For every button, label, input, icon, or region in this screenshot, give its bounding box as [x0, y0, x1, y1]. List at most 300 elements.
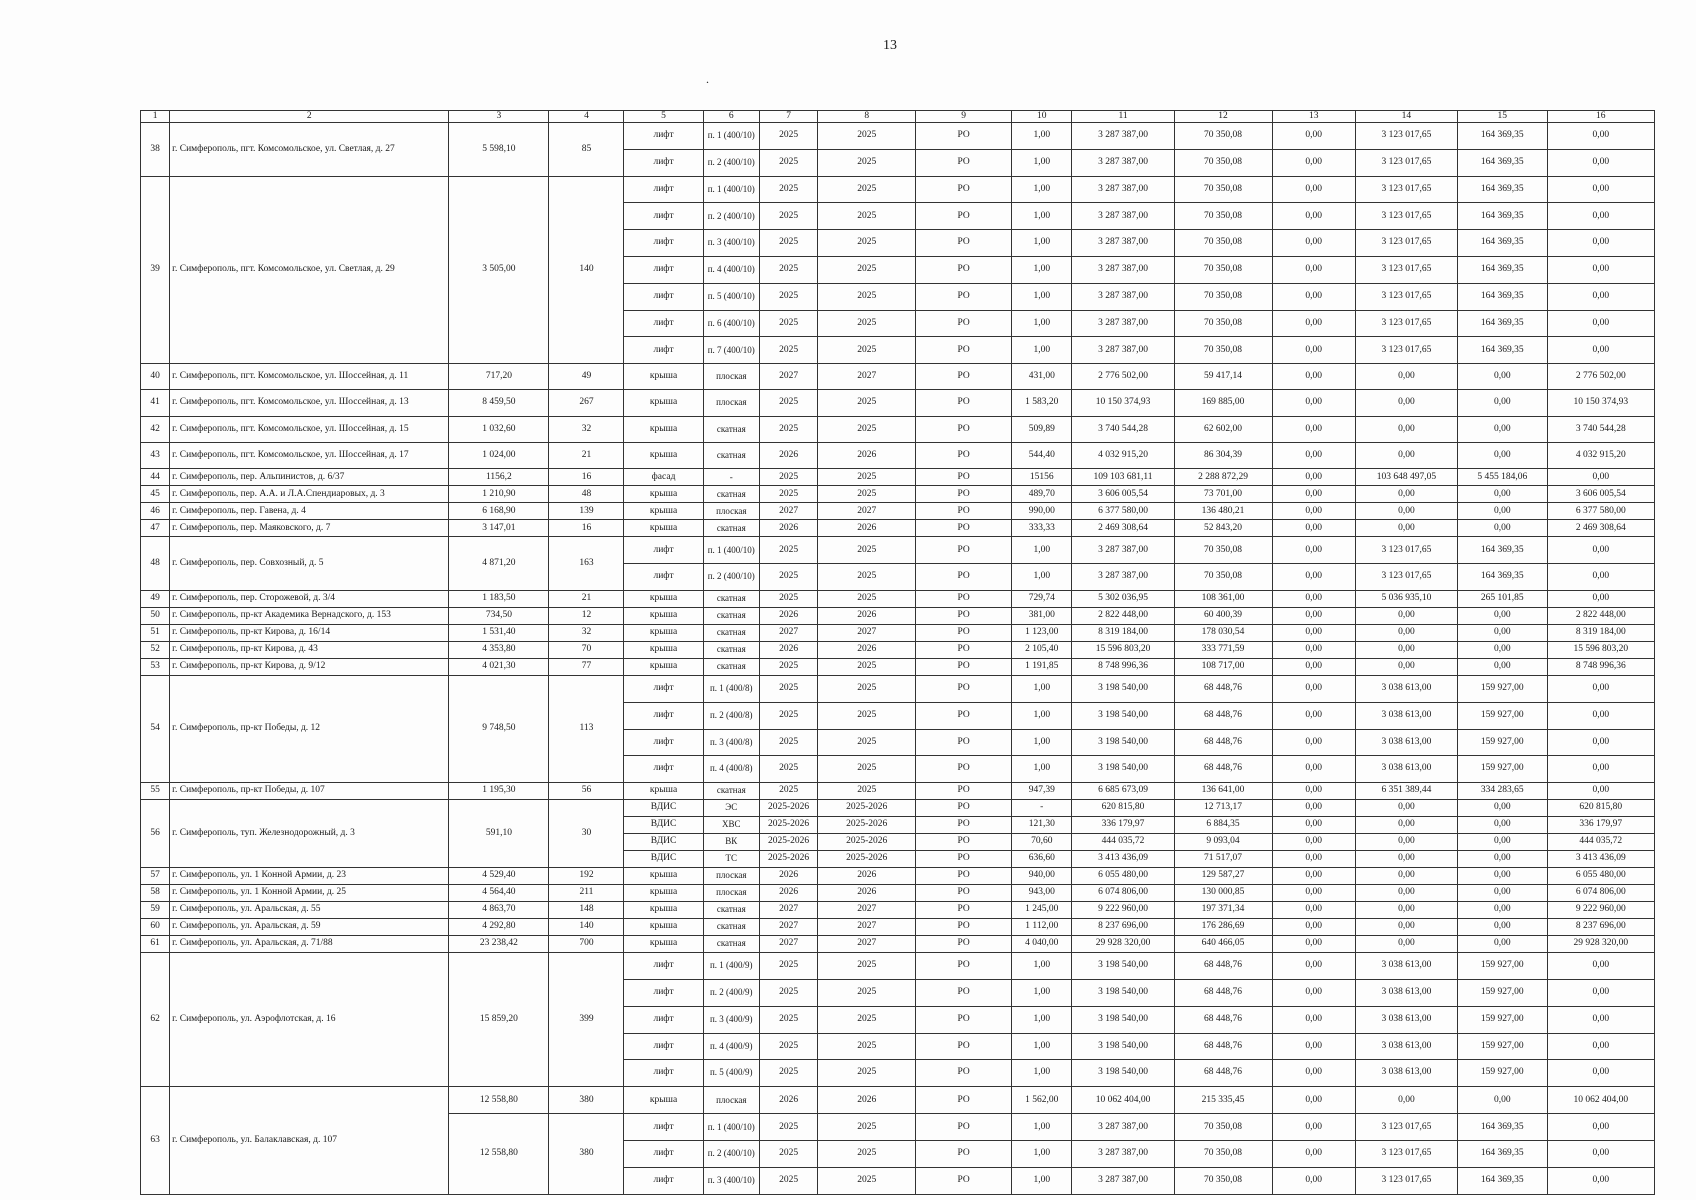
volume-cell: 121,30 [1012, 817, 1072, 834]
fact-year-cell: 2025 [818, 256, 916, 283]
method-cell: РО [916, 416, 1012, 442]
type-cell: п. 3 (400/9) [703, 1006, 759, 1033]
cost-per-unit-cell: 130 000,85 [1174, 885, 1272, 902]
column-number-header: 16 [1547, 111, 1654, 123]
fund-regional-cell: 164 369,35 [1457, 149, 1547, 176]
cost-total-cell: 3 198 540,00 [1072, 979, 1174, 1006]
fund-owners-cell: 0,00 [1547, 1060, 1654, 1087]
cost-total-cell: 3 287 387,00 [1072, 564, 1174, 591]
fund-regional-cell: 265 101,85 [1457, 590, 1547, 607]
fund-federal-cell: 0,00 [1355, 486, 1457, 503]
fund-owners-cell: 0,00 [1547, 756, 1654, 783]
volume-cell: 381,00 [1012, 607, 1072, 624]
fund-regional-cell: 5 455 184,06 [1457, 469, 1547, 486]
fund-owners-cell: 2 822 448,00 [1547, 607, 1654, 624]
cost-per-unit-cell: 12 713,17 [1174, 800, 1272, 817]
fund-regional-cell: 0,00 [1457, 364, 1547, 390]
type-cell: п. 4 (400/10) [703, 256, 759, 283]
cost-per-unit-cell: 70 350,08 [1174, 203, 1272, 230]
volume-cell: 1,00 [1012, 979, 1072, 1006]
fund-budget-cell: 0,00 [1272, 390, 1355, 416]
address-cell: г. Симферополь, пгт. Комсомольское, ул. Шоссейная, д. 13 [170, 390, 449, 416]
area-cell: 734,50 [449, 607, 549, 624]
cost-total-cell: 2 469 308,64 [1072, 520, 1174, 537]
cost-total-cell: 8 748 996,36 [1072, 658, 1174, 675]
fund-budget-cell: 0,00 [1272, 283, 1355, 310]
address-cell: г. Симферополь, пер. Маяковского, д. 7 [170, 520, 449, 537]
cost-total-cell: 3 198 540,00 [1072, 756, 1174, 783]
row-number-cell: 52 [141, 641, 170, 658]
fund-regional-cell: 0,00 [1457, 486, 1547, 503]
table-row [141, 443, 1655, 469]
column-number-header: 12 [1174, 111, 1272, 123]
fund-owners-cell: 3 740 544,28 [1547, 416, 1654, 442]
column-number-header: 14 [1355, 111, 1457, 123]
row-number-cell: 63 [141, 1087, 170, 1195]
fund-owners-cell: 10 062 404,00 [1547, 1087, 1654, 1114]
residents-cell: 56 [549, 783, 624, 800]
cost-per-unit-cell: 129 587,27 [1174, 868, 1272, 885]
cost-per-unit-cell: 70 350,08 [1174, 1114, 1272, 1141]
table-row [141, 607, 1655, 624]
cost-per-unit-cell: 197 371,34 [1174, 902, 1272, 919]
fact-year-cell: 2025 [818, 337, 916, 364]
residents-cell: 140 [549, 176, 624, 364]
method-cell: РО [916, 868, 1012, 885]
table-row [141, 176, 1655, 203]
cost-total-cell: 3 287 387,00 [1072, 283, 1174, 310]
cost-total-cell: 3 287 387,00 [1072, 1168, 1174, 1195]
fund-owners-cell: 0,00 [1547, 953, 1654, 980]
fund-budget-cell: 0,00 [1272, 203, 1355, 230]
type-cell: скатная [703, 520, 759, 537]
method-cell: РО [916, 520, 1012, 537]
fact-year-cell: 2025 [818, 1168, 916, 1195]
fund-owners-cell: 2 776 502,00 [1547, 364, 1654, 390]
fund-budget-cell: 0,00 [1272, 1060, 1355, 1087]
area-cell: 4 021,30 [449, 658, 549, 675]
fact-year-cell: 2025-2026 [818, 851, 916, 868]
type-cell: скатная [703, 486, 759, 503]
type-cell: п. 7 (400/10) [703, 337, 759, 364]
cost-per-unit-cell: 70 350,08 [1174, 1168, 1272, 1195]
cost-total-cell: 3 198 540,00 [1072, 675, 1174, 702]
method-cell: РО [916, 390, 1012, 416]
area-cell: 1 024,00 [449, 443, 549, 469]
cost-total-cell: 109 103 681,11 [1072, 469, 1174, 486]
fund-owners-cell: 8 237 696,00 [1547, 919, 1654, 936]
fund-budget-cell: 0,00 [1272, 624, 1355, 641]
fund-federal-cell: 3 123 017,65 [1355, 310, 1457, 337]
fund-owners-cell: 0,00 [1547, 1114, 1654, 1141]
method-cell: РО [916, 564, 1012, 591]
plan-year-cell: 2026 [759, 641, 817, 658]
element-cell: крыша [624, 416, 703, 442]
plan-year-cell: 2025 [759, 729, 817, 756]
volume-cell: 943,00 [1012, 885, 1072, 902]
fund-budget-cell: 0,00 [1272, 607, 1355, 624]
address-cell: г. Симферополь, ул. Аральская, д. 55 [170, 902, 449, 919]
area-cell: 4 353,80 [449, 641, 549, 658]
type-cell: п. 4 (400/9) [703, 1033, 759, 1060]
fund-budget-cell: 0,00 [1272, 364, 1355, 390]
fund-owners-cell: 9 222 960,00 [1547, 902, 1654, 919]
cost-total-cell: 3 198 540,00 [1072, 1006, 1174, 1033]
cost-total-cell: 3 606 005,54 [1072, 486, 1174, 503]
volume-cell: 1,00 [1012, 203, 1072, 230]
cost-per-unit-cell: 68 448,76 [1174, 1006, 1272, 1033]
fact-year-cell: 2025 [818, 486, 916, 503]
fund-owners-cell: 0,00 [1547, 675, 1654, 702]
address-cell: г. Симферополь, пгт. Комсомольское, ул. Шоссейная, д. 17 [170, 443, 449, 469]
address-cell: г. Симферополь, пр-кт Победы, д. 12 [170, 675, 449, 782]
cost-total-cell: 3 287 387,00 [1072, 1141, 1174, 1168]
plan-year-cell: 2026 [759, 1087, 817, 1114]
area-cell: 1 195,30 [449, 783, 549, 800]
fund-regional-cell: 0,00 [1457, 520, 1547, 537]
fund-federal-cell: 3 123 017,65 [1355, 149, 1457, 176]
type-cell: плоская [703, 885, 759, 902]
fact-year-cell: 2027 [818, 503, 916, 520]
fund-owners-cell: 336 179,97 [1547, 817, 1654, 834]
residents-cell: 77 [549, 658, 624, 675]
residents-cell: 192 [549, 868, 624, 885]
fund-federal-cell: 0,00 [1355, 919, 1457, 936]
fund-owners-cell: 0,00 [1547, 783, 1654, 800]
fund-federal-cell: 3 123 017,65 [1355, 123, 1457, 150]
fund-owners-cell: 0,00 [1547, 1006, 1654, 1033]
cost-total-cell: 4 032 915,20 [1072, 443, 1174, 469]
element-cell: лифт [624, 337, 703, 364]
fund-federal-cell: 0,00 [1355, 503, 1457, 520]
row-number-cell: 43 [141, 443, 170, 469]
fact-year-cell: 2025 [818, 390, 916, 416]
area-cell: 5 598,10 [449, 123, 549, 177]
column-number-header: 10 [1012, 111, 1072, 123]
fact-year-cell: 2025 [818, 729, 916, 756]
table-row [141, 658, 1655, 675]
type-cell: п. 4 (400/8) [703, 756, 759, 783]
element-cell: лифт [624, 756, 703, 783]
area-cell: 1156,2 [449, 469, 549, 486]
volume-cell: 1,00 [1012, 729, 1072, 756]
cost-per-unit-cell: 108 361,00 [1174, 590, 1272, 607]
plan-year-cell: 2025 [759, 390, 817, 416]
fund-budget-cell: 0,00 [1272, 783, 1355, 800]
cost-per-unit-cell: 68 448,76 [1174, 675, 1272, 702]
type-cell: п. 3 (400/10) [703, 230, 759, 257]
address-cell: г. Симферополь, ул. Аральская, д. 59 [170, 919, 449, 936]
cost-total-cell: 3 287 387,00 [1072, 203, 1174, 230]
volume-cell: 940,00 [1012, 868, 1072, 885]
method-cell: РО [916, 537, 1012, 564]
fact-year-cell: 2025 [818, 756, 916, 783]
method-cell: РО [916, 834, 1012, 851]
fund-owners-cell: 8 319 184,00 [1547, 624, 1654, 641]
area-cell: 15 859,20 [449, 953, 549, 1087]
volume-cell: - [1012, 800, 1072, 817]
fund-federal-cell: 3 123 017,65 [1355, 1141, 1457, 1168]
residents-cell: 380 [549, 1114, 624, 1194]
cost-per-unit-cell: 59 417,14 [1174, 364, 1272, 390]
fund-regional-cell: 0,00 [1457, 641, 1547, 658]
residents-cell: 139 [549, 503, 624, 520]
cost-per-unit-cell: 136 641,00 [1174, 783, 1272, 800]
residents-cell: 380 [549, 1087, 624, 1114]
address-cell: г. Симферополь, ул. 1 Конной Армии, д. 25 [170, 885, 449, 902]
row-number-cell: 62 [141, 953, 170, 1087]
fund-regional-cell: 164 369,35 [1457, 537, 1547, 564]
residents-cell: 85 [549, 123, 624, 177]
method-cell: РО [916, 1060, 1012, 1087]
fund-budget-cell: 0,00 [1272, 123, 1355, 150]
fact-year-cell: 2025 [818, 176, 916, 203]
row-number-cell: 42 [141, 416, 170, 442]
fund-owners-cell: 0,00 [1547, 702, 1654, 729]
residents-cell: 32 [549, 624, 624, 641]
fund-budget-cell: 0,00 [1272, 919, 1355, 936]
fund-budget-cell: 0,00 [1272, 256, 1355, 283]
fund-federal-cell: 0,00 [1355, 834, 1457, 851]
fund-regional-cell: 0,00 [1457, 503, 1547, 520]
method-cell: РО [916, 658, 1012, 675]
table-row [141, 537, 1655, 564]
element-cell: ВДИС [624, 851, 703, 868]
method-cell: РО [916, 902, 1012, 919]
type-cell: скатная [703, 416, 759, 442]
element-cell: крыша [624, 624, 703, 641]
element-cell: лифт [624, 149, 703, 176]
cost-per-unit-cell: 9 093,04 [1174, 834, 1272, 851]
fact-year-cell: 2025 [818, 658, 916, 675]
volume-cell: 1,00 [1012, 953, 1072, 980]
volume-cell: 1,00 [1012, 537, 1072, 564]
volume-cell: 15156 [1012, 469, 1072, 486]
volume-cell: 544,40 [1012, 443, 1072, 469]
cost-per-unit-cell: 62 602,00 [1174, 416, 1272, 442]
table-row [141, 123, 1655, 150]
method-cell: РО [916, 486, 1012, 503]
column-number-header: 9 [916, 111, 1012, 123]
fund-federal-cell: 0,00 [1355, 902, 1457, 919]
fund-budget-cell: 0,00 [1272, 443, 1355, 469]
element-cell: лифт [624, 729, 703, 756]
element-cell: лифт [624, 230, 703, 257]
fund-owners-cell: 0,00 [1547, 176, 1654, 203]
type-cell: п. 1 (400/10) [703, 1114, 759, 1141]
residents-cell: 211 [549, 885, 624, 902]
element-cell: крыша [624, 658, 703, 675]
fund-federal-cell: 0,00 [1355, 607, 1457, 624]
area-cell: 4 871,20 [449, 537, 549, 591]
method-cell: РО [916, 469, 1012, 486]
address-cell: г. Симферополь, ул. Балаклавская, д. 107 [170, 1087, 449, 1195]
plan-year-cell: 2025 [759, 337, 817, 364]
fund-regional-cell: 159 927,00 [1457, 1006, 1547, 1033]
fund-owners-cell: 0,00 [1547, 337, 1654, 364]
fund-budget-cell: 0,00 [1272, 486, 1355, 503]
plan-year-cell: 2025-2026 [759, 817, 817, 834]
fund-owners-cell: 0,00 [1547, 149, 1654, 176]
column-number-header: 5 [624, 111, 703, 123]
fund-owners-cell: 0,00 [1547, 230, 1654, 257]
plan-year-cell: 2025 [759, 1168, 817, 1195]
volume-cell: 1,00 [1012, 1006, 1072, 1033]
type-cell: п. 3 (400/8) [703, 729, 759, 756]
cost-total-cell: 444 035,72 [1072, 834, 1174, 851]
type-cell: скатная [703, 783, 759, 800]
plan-year-cell: 2025 [759, 1141, 817, 1168]
cost-total-cell: 620 815,80 [1072, 800, 1174, 817]
fund-owners-cell: 0,00 [1547, 1168, 1654, 1195]
cost-total-cell: 3 198 540,00 [1072, 729, 1174, 756]
element-cell: лифт [624, 123, 703, 150]
fund-federal-cell: 103 648 497,05 [1355, 469, 1457, 486]
fund-regional-cell: 164 369,35 [1457, 256, 1547, 283]
residents-cell: 49 [549, 364, 624, 390]
fund-regional-cell: 159 927,00 [1457, 702, 1547, 729]
cost-per-unit-cell: 70 350,08 [1174, 337, 1272, 364]
fund-owners-cell: 620 815,80 [1547, 800, 1654, 817]
type-cell: плоская [703, 503, 759, 520]
row-number-cell: 56 [141, 800, 170, 868]
method-cell: РО [916, 624, 1012, 641]
fund-owners-cell: 0,00 [1547, 1141, 1654, 1168]
fact-year-cell: 2027 [818, 624, 916, 641]
plan-year-cell: 2025 [759, 1114, 817, 1141]
volume-cell: 729,74 [1012, 590, 1072, 607]
area-cell: 23 238,42 [449, 936, 549, 953]
fact-year-cell: 2026 [818, 641, 916, 658]
plan-year-cell: 2025 [759, 756, 817, 783]
volume-cell: 1 191,85 [1012, 658, 1072, 675]
plan-year-cell: 2025 [759, 537, 817, 564]
cost-total-cell: 6 685 673,09 [1072, 783, 1174, 800]
fund-budget-cell: 0,00 [1272, 953, 1355, 980]
fund-federal-cell: 3 123 017,65 [1355, 337, 1457, 364]
element-cell: крыша [624, 503, 703, 520]
volume-cell: 1,00 [1012, 256, 1072, 283]
fund-budget-cell: 0,00 [1272, 817, 1355, 834]
column-number-header: 11 [1072, 111, 1174, 123]
fund-regional-cell: 164 369,35 [1457, 123, 1547, 150]
plan-year-cell: 2026 [759, 885, 817, 902]
type-cell: скатная [703, 641, 759, 658]
fund-federal-cell: 0,00 [1355, 868, 1457, 885]
table-row [141, 641, 1655, 658]
volume-cell: 1,00 [1012, 702, 1072, 729]
volume-cell: 1,00 [1012, 1114, 1072, 1141]
method-cell: РО [916, 337, 1012, 364]
type-cell: п. 1 (400/10) [703, 537, 759, 564]
fund-owners-cell: 6 055 480,00 [1547, 868, 1654, 885]
fund-federal-cell: 0,00 [1355, 658, 1457, 675]
fund-regional-cell: 0,00 [1457, 800, 1547, 817]
volume-cell: 70,60 [1012, 834, 1072, 851]
method-cell: РО [916, 503, 1012, 520]
fund-owners-cell: 10 150 374,93 [1547, 390, 1654, 416]
table-row [141, 590, 1655, 607]
row-number-cell: 48 [141, 537, 170, 591]
table-row [141, 416, 1655, 442]
element-cell: лифт [624, 283, 703, 310]
element-cell: лифт [624, 1006, 703, 1033]
plan-year-cell: 2025 [759, 564, 817, 591]
cost-per-unit-cell: 70 350,08 [1174, 176, 1272, 203]
cost-total-cell: 3 287 387,00 [1072, 310, 1174, 337]
fund-budget-cell: 0,00 [1272, 658, 1355, 675]
fund-budget-cell: 0,00 [1272, 936, 1355, 953]
cost-total-cell: 6 377 580,00 [1072, 503, 1174, 520]
fund-owners-cell: 444 035,72 [1547, 834, 1654, 851]
fact-year-cell: 2025 [818, 1060, 916, 1087]
table-row [141, 783, 1655, 800]
plan-year-cell: 2025 [759, 590, 817, 607]
table-row [141, 936, 1655, 953]
address-cell: г. Симферополь, пер. Альпинистов, д. 6/37 [170, 469, 449, 486]
address-cell: г. Симферополь, пр-кт Кирова, д. 16/14 [170, 624, 449, 641]
plan-year-cell: 2025-2026 [759, 800, 817, 817]
row-number-cell: 39 [141, 176, 170, 364]
element-cell: крыша [624, 1087, 703, 1114]
volume-cell: 4 040,00 [1012, 936, 1072, 953]
fund-budget-cell: 0,00 [1272, 675, 1355, 702]
plan-year-cell: 2027 [759, 364, 817, 390]
fund-owners-cell: 4 032 915,20 [1547, 443, 1654, 469]
element-cell: крыша [624, 390, 703, 416]
type-cell: п. 6 (400/10) [703, 310, 759, 337]
cost-per-unit-cell: 2 288 872,29 [1174, 469, 1272, 486]
plan-year-cell: 2025 [759, 149, 817, 176]
element-cell: крыша [624, 607, 703, 624]
fund-regional-cell: 0,00 [1457, 902, 1547, 919]
fact-year-cell: 2025 [818, 203, 916, 230]
type-cell: плоская [703, 364, 759, 390]
element-cell: лифт [624, 1141, 703, 1168]
plan-year-cell: 2026 [759, 868, 817, 885]
column-number-header: 13 [1272, 111, 1355, 123]
cost-per-unit-cell: 70 350,08 [1174, 310, 1272, 337]
fact-year-cell: 2025 [818, 283, 916, 310]
cost-per-unit-cell: 169 885,00 [1174, 390, 1272, 416]
address-cell: г. Симферополь, пр-кт Кирова, д. 43 [170, 641, 449, 658]
cost-total-cell: 3 198 540,00 [1072, 1060, 1174, 1087]
table-row [141, 486, 1655, 503]
column-number-header: 2 [170, 111, 449, 123]
method-cell: РО [916, 675, 1012, 702]
area-cell: 4 863,70 [449, 902, 549, 919]
volume-cell: 1,00 [1012, 675, 1072, 702]
fund-regional-cell: 164 369,35 [1457, 564, 1547, 591]
cost-per-unit-cell: 68 448,76 [1174, 702, 1272, 729]
type-cell: п. 1 (400/9) [703, 953, 759, 980]
residents-cell: 70 [549, 641, 624, 658]
fund-budget-cell: 0,00 [1272, 1168, 1355, 1195]
fund-regional-cell: 164 369,35 [1457, 1168, 1547, 1195]
method-cell: РО [916, 123, 1012, 150]
fund-regional-cell: 0,00 [1457, 624, 1547, 641]
element-cell: лифт [624, 1033, 703, 1060]
fund-budget-cell: 0,00 [1272, 176, 1355, 203]
fund-owners-cell: 0,00 [1547, 123, 1654, 150]
cost-per-unit-cell: 178 030,54 [1174, 624, 1272, 641]
fund-federal-cell: 0,00 [1355, 390, 1457, 416]
address-cell: г. Симферополь, пгт. Комсомольское, ул. Светлая, д. 27 [170, 123, 449, 177]
fact-year-cell: 2025 [818, 564, 916, 591]
cost-total-cell: 2 776 502,00 [1072, 364, 1174, 390]
row-number-cell: 40 [141, 364, 170, 390]
fund-owners-cell: 0,00 [1547, 469, 1654, 486]
